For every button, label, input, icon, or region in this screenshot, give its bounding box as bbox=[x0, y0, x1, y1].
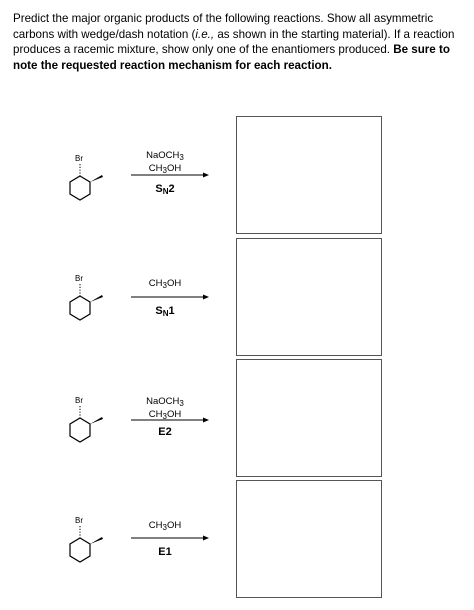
bromocyclohexane-structure-1 bbox=[58, 150, 118, 202]
instructions-text-1: Predict the major organic products of the following reactions. Show all asymmetric carbons with wedge/dash notation ( bbox=[13, 12, 434, 41]
answer-box-3[interactable] bbox=[236, 359, 382, 477]
bromine-label-4: Br bbox=[75, 516, 83, 525]
reaction-arrow-1 bbox=[131, 171, 209, 179]
reagents-1: NaOCH$_3$ $CH_3OH$ bbox=[146, 150, 184, 175]
answer-box-4[interactable] bbox=[236, 480, 382, 598]
reaction-arrow-4 bbox=[131, 534, 209, 542]
instructions-paragraph bbox=[13, 11, 465, 73]
instructions-text-italic: i.e., bbox=[195, 27, 215, 41]
instructions-text-2: as shown in the starting material). If a reaction produces a racemic mixture, show only one of the enantiomers produced. bbox=[13, 27, 455, 57]
reaction-arrow-2 bbox=[131, 293, 209, 301]
bromocyclohexane-structure-4 bbox=[58, 512, 118, 564]
instructions-text-bold: Be sure to note the requested reaction mechanism for each reaction. bbox=[13, 43, 450, 72]
reagents-2: $CH_3OH$ bbox=[148, 278, 182, 290]
mechanism-label-1: $S_N2$ bbox=[155, 183, 175, 196]
mechanism-label-3: E2 bbox=[158, 426, 172, 438]
answer-box-2[interactable] bbox=[236, 238, 382, 356]
bromocyclohexane-structure-3 bbox=[58, 392, 118, 444]
answer-box-1[interactable] bbox=[236, 116, 382, 234]
bromine-label-3: Br bbox=[75, 396, 83, 405]
reagents-4: $CH_3OH$ bbox=[148, 520, 182, 532]
mechanism-label-2: $S_N1$ bbox=[155, 305, 175, 318]
bromine-label-1: Br bbox=[75, 154, 83, 163]
reaction-arrow-3 bbox=[131, 416, 209, 424]
mechanism-label-4: E1 bbox=[158, 546, 172, 558]
bromine-label-2: Br bbox=[75, 274, 83, 283]
reagents-3: NaOCH$_3$ $CH_3OH$ bbox=[146, 396, 184, 421]
bromocyclohexane-structure-2 bbox=[58, 270, 118, 322]
